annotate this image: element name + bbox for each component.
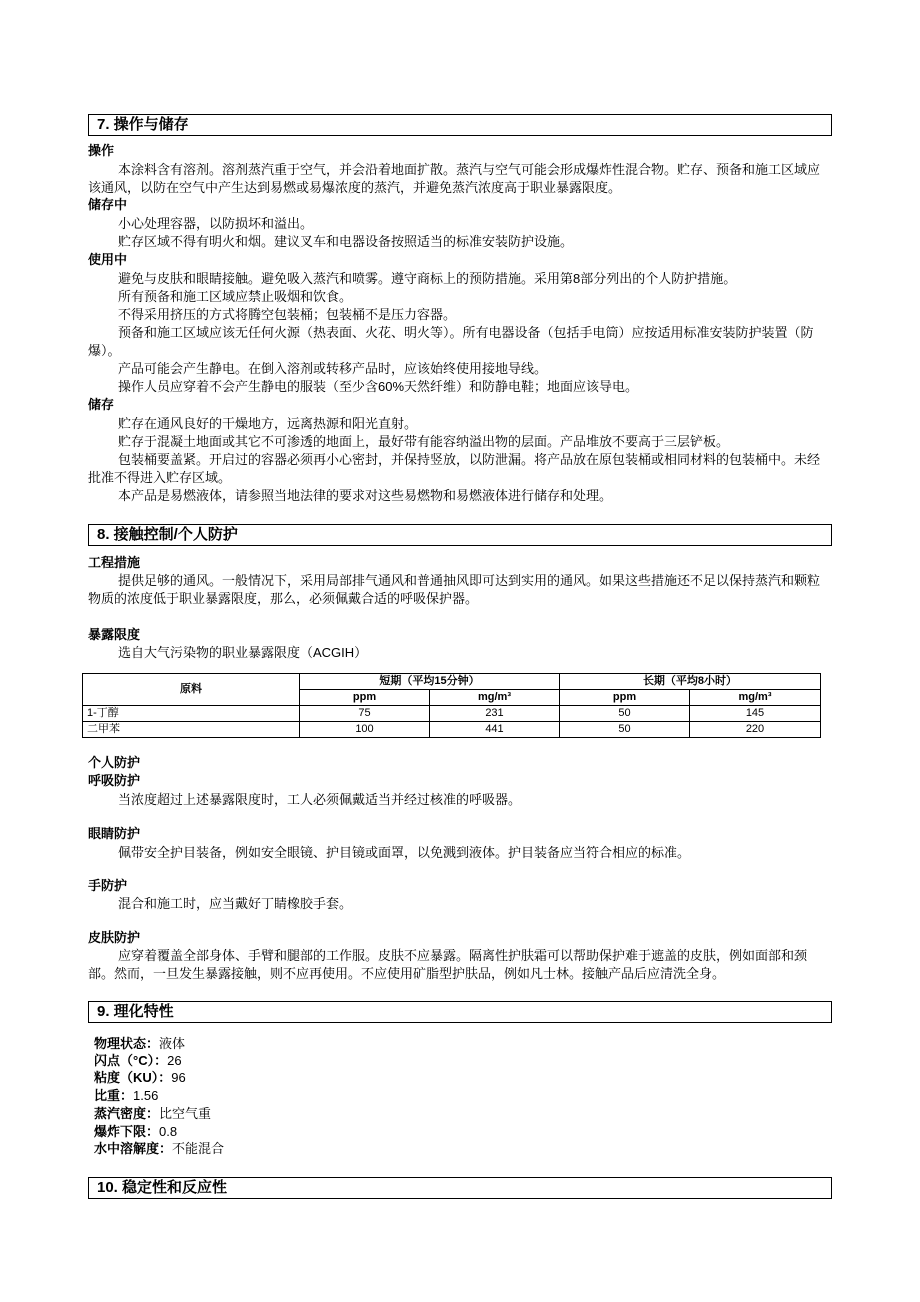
prop-key: 水中溶解度： (94, 1141, 173, 1156)
prop-lower-explosive-limit (94, 1123, 177, 1140)
skin-label: 皮肤防护 (88, 930, 141, 945)
in-use-line-6: 操作人员应穿着不会产生静电的服装（至少含60%天然纤维）和防静电鞋；地面应该导电。 (118, 379, 639, 394)
col-short-term: 短期（平均15分钟） (300, 674, 560, 690)
hand-label: 手防护 (88, 878, 128, 893)
long-mg: 220 (690, 722, 821, 738)
skin-text: 应穿着覆盖全部身体、手臂和腿部的工作服。皮肤不应暴露。隔离性护肤霜可以帮助保护难于遮盖的皮肤，例如面部和颈部。然而，一旦发生暴露接触，则不应再使用。不应使用矿脂型护肤品，例如凡士林。接触产品后应清洗全身。 (88, 948, 808, 981)
material-name: 1-丁醇 (83, 706, 300, 722)
in-use-line-3: 不得采用挤压的方式将腾空包装桶；包装桶不是压力容器。 (118, 307, 457, 322)
in-use-line-1: 避免与皮肤和眼睛接触。避免吸入蒸汽和喷雾。遵守商标上的预防措施。采用第8部分列出的个人防护措施。 (118, 271, 737, 286)
table-row (83, 722, 821, 738)
eye-label: 眼睛防护 (88, 826, 141, 841)
unit-mg: mg/m³ (430, 690, 560, 706)
hand-text: 混合和施工时，应当戴好丁睛橡胶手套。 (118, 896, 353, 911)
respiratory-text: 当浓度超过上述暴露限度时，工人必须佩戴适当并经过核准的呼吸器。 (118, 792, 522, 807)
prop-flash-point (94, 1052, 182, 1069)
col-long-term: 长期（平均8小时） (560, 674, 821, 690)
prop-value: 1.56 (133, 1088, 159, 1103)
long-mg: 145 (690, 706, 821, 722)
section-10-header: 10. 稳定性和反应性 (88, 1177, 832, 1199)
exposure-label: 暴露限度 (88, 627, 141, 642)
in-use-label: 使用中 (88, 252, 128, 267)
in-use-paragraph: 预备和施工区域应该无任何火源（热表面、火花、明火等）。所有电器设备（包括手电筒）应按适用标准安装防护装置（防爆）。 (88, 325, 814, 358)
short-ppm: 75 (300, 706, 430, 722)
unit-ppm: ppm (560, 690, 690, 706)
storage-paragraph: 包装桶要盖紧。开启过的容器必须再小心密封，并保持竖放，以防泄漏。将产品放在原包装桶或相同材料的包装桶中。未经批准不得进入贮存区域。 (88, 452, 821, 485)
section-9-header: 9. 理化特性 (88, 1001, 832, 1023)
prop-physical-state (94, 1035, 185, 1052)
in-storage-line-1: 小心处理容器，以防损坏和溢出。 (118, 216, 314, 231)
prop-value: 比空气重 (159, 1106, 212, 1121)
respiratory-label: 呼吸防护 (88, 773, 141, 788)
prop-value: 0.8 (159, 1124, 178, 1139)
unit-mg: mg/m³ (690, 690, 821, 706)
prop-value: 不能混合 (172, 1141, 225, 1156)
long-ppm: 50 (560, 722, 690, 738)
table-row (83, 706, 821, 722)
prop-key: 蒸汽密度： (94, 1106, 160, 1121)
prop-key: 粘度（KU）： (94, 1070, 172, 1085)
prop-viscosity (94, 1069, 186, 1086)
prop-value: 96 (171, 1070, 186, 1085)
long-ppm: 50 (560, 706, 690, 722)
unit-ppm: ppm (300, 690, 430, 706)
col-material: 原料 (83, 674, 300, 706)
handling-label: 操作 (88, 143, 115, 158)
storage-label: 储存 (88, 397, 115, 412)
short-ppm: 100 (300, 722, 430, 738)
exposure-text: 选自大气污染物的职业暴露限度（ACGIH） (118, 645, 368, 660)
storage-line-2: 贮存于混凝土地面或其它不可渗透的地面上，最好带有能容纳溢出物的层面。产品堆放不要高于三层铲板。 (118, 434, 730, 449)
short-mg: 231 (430, 706, 560, 722)
prop-water-solubility (94, 1140, 224, 1157)
prop-key: 物理状态： (94, 1036, 160, 1051)
prop-key: 闪点（°C）： (94, 1053, 168, 1068)
exposure-limits-table (82, 673, 821, 738)
prop-vapor-density (94, 1105, 211, 1122)
engineering-label: 工程措施 (88, 555, 141, 570)
prop-value: 26 (167, 1053, 182, 1068)
prop-key: 爆炸下限： (94, 1124, 160, 1139)
eye-text: 佩带安全护目装备，例如安全眼镜、护目镜或面罩，以免溅到液体。护目装备应当符合相应的标准。 (118, 845, 691, 860)
short-mg: 441 (430, 722, 560, 738)
storage-line-1: 贮存在通风良好的干燥地方，远离热源和阳光直射。 (118, 416, 418, 431)
section-8-header: 8. 接触控制/个人防护 (88, 524, 832, 546)
table-header-row (83, 674, 821, 690)
prop-value: 液体 (159, 1036, 186, 1051)
storage-line-4: 本产品是易燃液体，请参照当地法律的要求对这些易燃物和易燃液体进行储存和处理。 (118, 488, 613, 503)
prop-specific-gravity (94, 1087, 158, 1104)
in-storage-label: 储存中 (88, 197, 128, 212)
in-use-line-5: 产品可能会产生静电。在倒入溶剂或转移产品时，应该始终使用接地导线。 (118, 361, 548, 376)
in-storage-line-2: 贮存区域不得有明火和烟。建议叉车和电器设备按照适当的标准安装防护设施。 (118, 234, 574, 249)
prop-key: 比重： (94, 1088, 134, 1103)
in-use-line-2: 所有预备和施工区域应禁止吸烟和饮食。 (118, 289, 353, 304)
engineering-text: 提供足够的通风。一般情况下，采用局部排气通风和普通抽风即可达到实用的通风。如果这些措施还不足以保持蒸汽和颗粒物质的浓度低于职业暴露限度，那么，必须佩戴合适的呼吸保护器。 (88, 573, 821, 606)
section-7-header: 7. 操作与储存 (88, 114, 832, 136)
material-name: 二甲苯 (83, 722, 300, 738)
handling-text: 本涂料含有溶剂。溶剂蒸汽重于空气，并会沿着地面扩散。蒸汽与空气可能会形成爆炸性混合物。贮存、预备和施工区域应该通风，以防在空气中产生达到易燃或易爆浓度的蒸汽，并避免蒸汽浓度高于职业暴露限度。 (88, 162, 821, 195)
personal-protection-label: 个人防护 (88, 755, 141, 770)
